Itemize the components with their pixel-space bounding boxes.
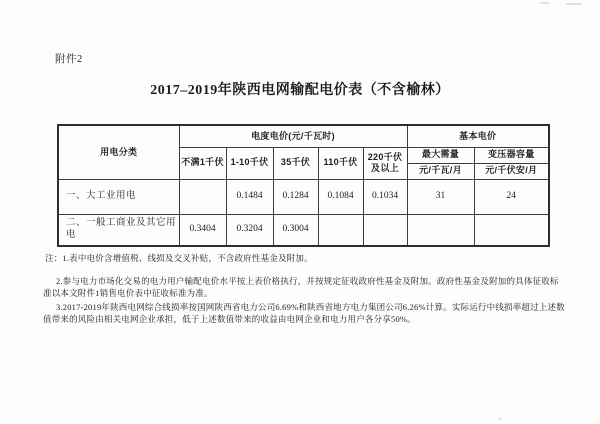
cell-value — [318, 214, 363, 246]
cell-value: 24 — [474, 179, 549, 214]
cell-value — [407, 214, 474, 246]
header-transformer-capacity: 变压器容量 — [474, 147, 549, 163]
cell-value: 0.1284 — [273, 179, 318, 214]
cell-value: 0.3404 — [179, 214, 226, 246]
cell-value: 0.1484 — [226, 179, 273, 214]
cell-value: 31 — [407, 179, 474, 214]
table-row-large-industry — [58, 179, 549, 214]
cell-value — [363, 214, 407, 246]
header-category: 用电分类 — [58, 125, 179, 179]
footnotes — [43, 252, 567, 325]
footnote-1: 注：1.表中电价含增值税、线损及交叉补贴，不含政府性基金及附加。 — [45, 253, 313, 263]
header-voltage-220kv-above: 220千伏及以上 — [363, 147, 407, 179]
cell-value — [474, 214, 549, 246]
scan-artifact — [566, 3, 582, 5]
scan-artifact — [498, 418, 501, 420]
header-max-demand: 最大需量 — [407, 147, 474, 163]
attachment-label: 附件2 — [55, 54, 83, 65]
scan-artifact — [540, 2, 549, 4]
header-voltage-35kv: 35千伏 — [273, 147, 318, 179]
header-voltage-below-1kv: 不满1千伏 — [179, 147, 226, 179]
header-voltage-1-10kv: 1-10千伏 — [226, 147, 273, 179]
row-category: 二、一般工商业及其它用电 — [58, 214, 179, 246]
header-voltage-110kv: 110千伏 — [318, 147, 363, 179]
header-energy-price-group: 电度电价(元/千瓦时) — [179, 125, 407, 147]
row-category: 一、大工业用电 — [58, 179, 179, 214]
price-table — [57, 124, 550, 247]
unit-max-demand: 元/千瓦/月 — [407, 163, 474, 179]
unit-transformer-capacity: 元/千伏安/月 — [474, 163, 549, 179]
cell-value: 0.1034 — [363, 179, 407, 214]
cell-value — [179, 179, 226, 214]
footnote-2: 2.参与电力市场化交易的电力用户输配电价水平按上表价格执行，并按规定征收政府性基金及附加。政府性基金及附加的具体征收标准以本文附件1销售电价表中征收标准为准。 — [43, 276, 559, 298]
cell-value: 0.3004 — [273, 214, 318, 246]
cell-value: 0.1084 — [318, 179, 363, 214]
cell-value: 0.3204 — [226, 214, 273, 246]
header-basic-price-group: 基本电价 — [407, 125, 549, 147]
footnote-3: 3.2017-2019年陕西电网综合线损率按国网陕西省电力公司6.69%和陕西省地方电力集团公司6.26%计算。实际运行中线损率超过上述数值带来的风险由相关电网企业承担，低于上述数值带来的收益由电网企业和电力用户各分享50%。 — [43, 302, 565, 324]
page-title: 2017–2019年陕西电网输配电价表（不含榆林） — [150, 83, 450, 98]
table-row-general-commercial — [58, 214, 549, 246]
